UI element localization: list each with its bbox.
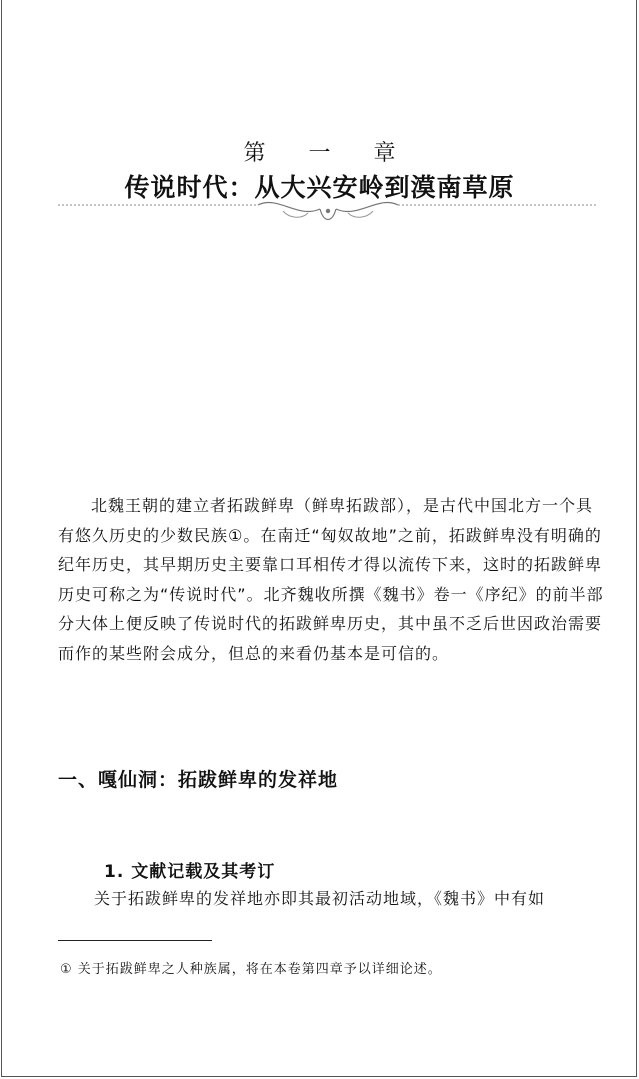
section-heading: 一、嘎仙洞：拓跋鲜卑的发祥地 — [58, 769, 339, 791]
footnote: ① 关于拓跋鲜卑之人种族属，将在本卷第四章予以详细论述。 — [60, 962, 442, 977]
chapter-title: 传说时代：从大兴安岭到漠南草原 — [124, 173, 515, 202]
intro-paragraph: 北魏王朝的建立者拓跋鲜卑（鲜卑拓跋部），是古代中国北方一个具有悠久历史的少数民族①。在南迁“匈奴故地”之前，拓跋鲜卑没有明确的纪年历史，其早期历史主要靠口耳相传才得以流传下来，这时的拓跋鲜卑历史可称之为“传说时代”。北齐魏收所撰《魏书》卷一《序纪》的前半部分大体上便反映了传说时代的拓跋鲜卑历史，其中虽不乏后世因政治需要而作的某些附会成分，但总的来看仍基本是可信的。 — [58, 496, 604, 663]
chapter-label: 第 一 章 — [243, 141, 414, 166]
decorative-ornament-divider — [58, 197, 598, 227]
subsection-paragraph: 关于拓跋鲜卑的发祥地亦即其最初活动地域，《魏书》中有如 — [94, 889, 546, 908]
subsection-heading: 1. 文献记载及其考订 — [104, 862, 276, 882]
footnote-divider — [58, 940, 212, 941]
